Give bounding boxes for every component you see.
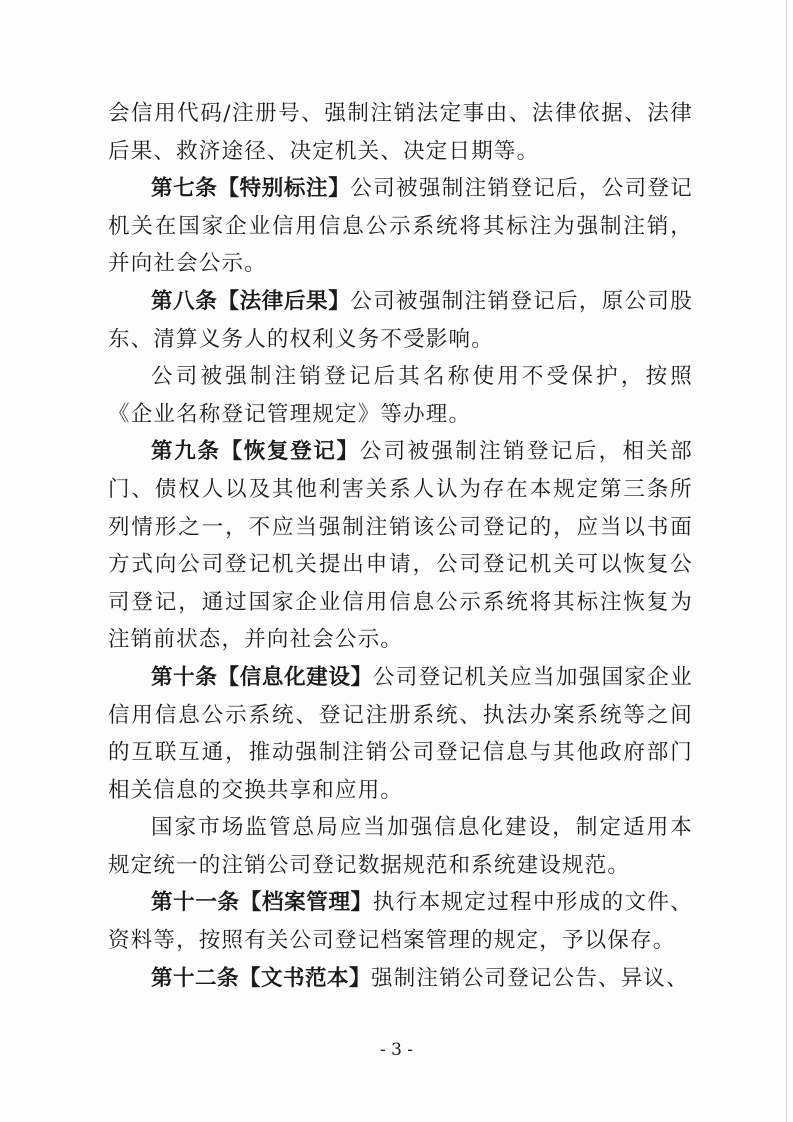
paragraph-5	[108, 433, 693, 659]
paragraph-7	[108, 809, 693, 884]
paragraph-3	[108, 283, 693, 358]
article-title: 第十二条【文书范本】	[151, 965, 372, 991]
paragraph-text: 执行本规定过程中形成的文件、资料等，按照有关公司登记档案管理的规定，予以保存。	[108, 890, 693, 954]
paragraph-text: 公司被强制注销登记后，相关部门、债权人以及其他利害关系人认为存在本规定第三条所列情形之一，不应当强制注销该公司登记的，应当以书面方式向公司登记机关提出申请，公司登记机关可以恢复公司登记，通过国家企业信用信息公示系统将其标注恢复为注销前状态，并向社会公示。	[108, 439, 693, 653]
paragraph-8	[108, 884, 693, 959]
document-body	[108, 95, 693, 997]
paragraph-text: 公司登记机关应当加强国家企业信用信息公示系统、登记注册系统、执法办案系统等之间的互联互通，推动强制注销公司登记信息与其他政府部门相关信息的交换共享和应用。	[108, 664, 693, 803]
article-title: 第十一条【档案管理】	[151, 890, 373, 916]
paragraph-text: 公司被强制注销登记后，原公司股东、清算义务人的权利义务不受影响。	[108, 288, 693, 352]
article-title: 第十条【信息化建设】	[151, 664, 373, 690]
paragraph-9	[108, 960, 693, 998]
paragraph-2	[108, 170, 693, 283]
paragraph-6	[108, 659, 693, 809]
scan-edge-line	[786, 0, 787, 1122]
page-number: - 3 -	[379, 1040, 414, 1060]
article-title: 第八条【法律后果】	[151, 288, 351, 314]
article-title: 第七条【特别标注】	[151, 176, 351, 202]
paragraph-text: 公司被强制注销登记后其名称使用不受保护，按照《企业名称登记管理规定》等办理。	[108, 364, 693, 427]
article-title: 第九条【恢复登记】	[151, 439, 360, 465]
paragraph-text: 公司被强制注销登记后，公司登记机关在国家企业信用信息公示系统将其标注为强制注销，并向社会公示。	[108, 176, 693, 277]
paragraph-text: 强制注销公司登记公告、异议、	[371, 965, 689, 991]
paragraph-text: 会信用代码/注册号、强制注销法定事由、法律依据、法律后果、救济途径、决定机关、决定日期等。	[108, 101, 693, 164]
paragraph-4	[108, 358, 693, 433]
paragraph-text: 国家市场监管总局应当加强信息化建设，制定适用本规定统一的注销公司登记数据规范和系统建设规范。	[108, 815, 693, 878]
paragraph-1	[108, 95, 693, 170]
